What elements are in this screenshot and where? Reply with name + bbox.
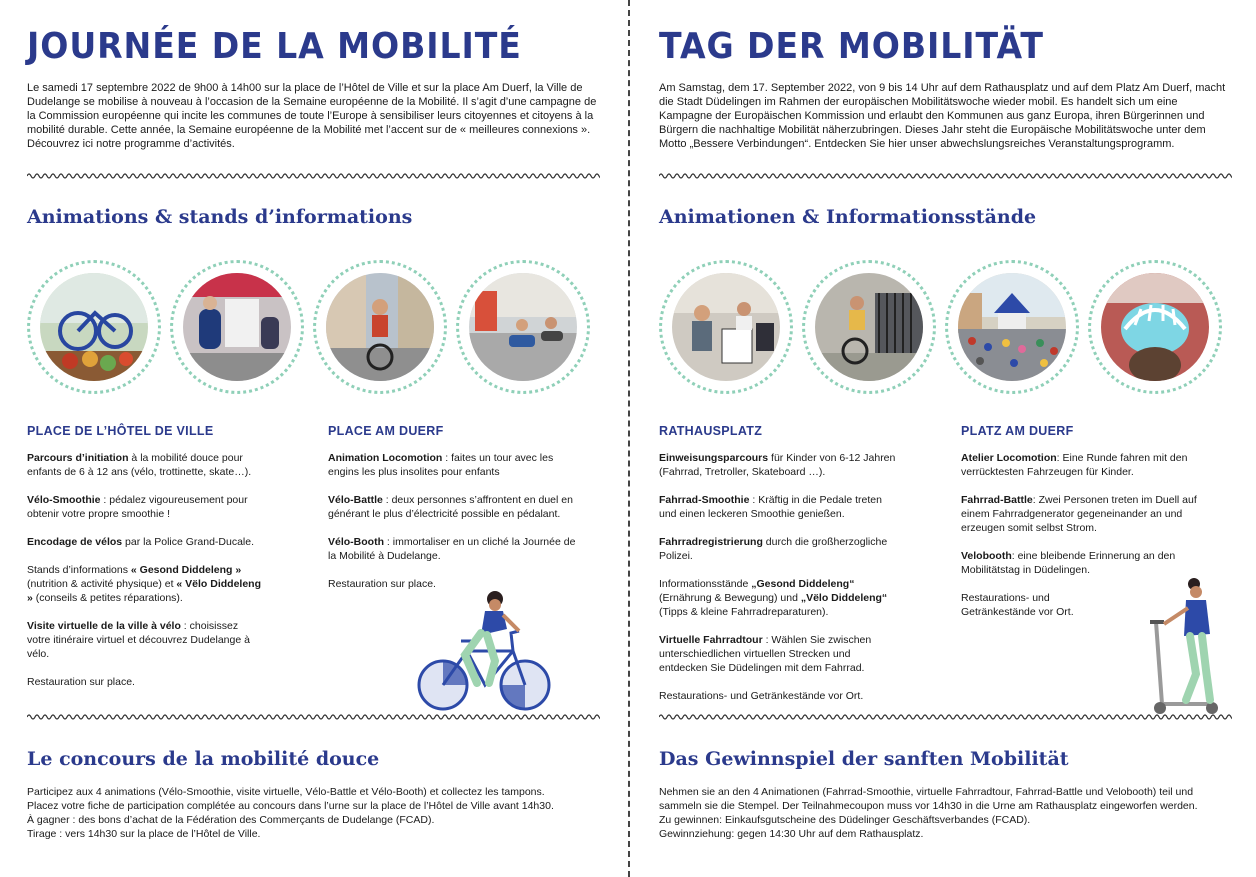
place2-title-fr: PLACE AM DUERF xyxy=(328,424,444,438)
text-line: Nehmen sie an den 4 Animationen (Fahrrad-Smoothie, virtuelle Fahrradtour, Fahrrad-Battle und Velobooth) teil und xyxy=(659,786,1194,798)
place1-title-de: RATHAUSPLATZ xyxy=(659,424,763,438)
wave-divider xyxy=(27,172,600,180)
intro-fr: Le samedi 17 septembre 2022 de 9h00 à 14h00 sur la place de l’Hôtel de Ville et sur la place Am Duerf, la Ville de Dudelange se mobilise à nouveau à l’occasion de la Semaine européenne de la Mobilité. Il s’agit d’une campagne de la Commission européenne qui incite les communes de toute l’Europe à sensibiliser leurs citoyennes et citoyens à la mobilité durable. Cette année, la Semaine européenne de la Mobilité met l’accent sur de « meilleures connexions ». Découvrez ici notre programme d’activités. xyxy=(27,82,597,150)
concours-text-de xyxy=(659,785,1239,841)
wave-divider xyxy=(659,172,1232,180)
list-item: Atelier Locomotion: Eine Runde fahren mit den verrücktesten Fahrzeugen für Kinder. xyxy=(961,452,1188,478)
list-item: Visite virtuelle de la ville à vélo : choisissez votre itinéraire virtuel et découvrez Dudelange à vélo. xyxy=(27,620,250,660)
list-item: Fahrrad-Battle: Zwei Personen treten im Duell auf einem Fahrradgenerator gegeneinander an und erzeugen somit selbst Strom. xyxy=(961,494,1197,534)
text-line: Gewinnziehung: gegen 14:30 Uhr auf dem Rathausplatz. xyxy=(659,828,924,840)
concours-title-de: Das Gewinnspiel der sanften Mobilität xyxy=(659,748,1069,770)
place2-title-de: PLATZ AM DUERF xyxy=(961,424,1074,438)
place1-title-fr: PLACE DE L’HÔTEL DE VILLE xyxy=(27,424,214,438)
photo-circle xyxy=(27,260,161,394)
photo-circle xyxy=(456,260,590,394)
list-item: Fahrrad-Smoothie : Kräftig in die Pedale treten und einen leckeren Smoothie genießen. xyxy=(659,494,882,520)
list-item: Vélo-Battle : deux personnes s’affrontent en duel en générant le plus d’électricité possible en pédalant. xyxy=(328,494,573,520)
text-line: À gagner : des bons d’achat de la Fédération des Commerçants de Dudelange (FCAD). xyxy=(27,814,435,826)
list-item: Vélo-Smoothie : pédalez vigoureusement pour obtenir votre propre smoothie ! xyxy=(27,494,248,520)
list-item: Fahrradregistrierung durch die großherzogliche Polizei. xyxy=(659,536,888,562)
photo-circle xyxy=(1088,260,1222,394)
kids-karts-photo xyxy=(469,273,577,381)
intro-de: Am Samstag, dem 17. September 2022, von 9 bis 14 Uhr auf dem Rathausplatz und auf dem Platz Am Duerf, macht die Stadt Düdelingen im Rahmen der europäischen Mobilitätswoche wieder mobil. Es handelt sich um eine Kampagne der Europäischen Kommission und erlaubt den Kommunen aus ganz Europa, ihren Bürgerinnen und Bürgern die nachhaltige Mobilität näherzubringen. Dieses Jahr steht die Europäische Mobilitätswoche unter dem Motto „Bessere Verbindungen“. Entdecken Sie hier unser abwechslungsreiches Veranstaltungsprogramm. xyxy=(659,82,1226,150)
booth-photo xyxy=(672,273,780,381)
scooter-illustration xyxy=(1140,578,1235,718)
child-helmet-photo xyxy=(1101,273,1209,381)
text-line: Participez aux 4 animations (Vélo-Smoothie, visite virtuelle, Vélo-Battle et Vélo-Booth) et collectez les tampons. xyxy=(27,786,545,798)
concours-text-fr xyxy=(27,785,607,841)
page-title-de: TAG DER MOBILITÄT xyxy=(659,26,1044,67)
child-cycling-photo xyxy=(326,273,434,381)
text-line: sammeln sie die Stempel. Der Teilnahmecoupon muss vor 14h30 in die Urne am Rathausplatz eingeworfen werden. xyxy=(659,800,1198,812)
list-item: Animation Locomotion : faites un tour avec les engins les plus insolites pour enfants xyxy=(328,452,554,478)
text-line: Tirage : vers 14h30 sur la place de l’Hôtel de Ville. xyxy=(27,828,261,840)
list-item: Restauration sur place. xyxy=(328,578,436,590)
police-bike-photo xyxy=(183,273,291,381)
photo-circle xyxy=(170,260,304,394)
wave-divider xyxy=(659,713,1232,721)
list-item: Encodage de vélos par la Police Grand-Ducale. xyxy=(27,536,255,548)
list-item: Virtuelle Fahrradtour : Wählen Sie zwischen unterschiedlichen virtuellen Strecken und entdecken Sie Düdelingen mit dem Fahrrad. xyxy=(659,634,872,674)
wave-divider xyxy=(27,713,600,721)
bike-smoothie-photo xyxy=(40,273,148,381)
german-column xyxy=(630,0,1256,877)
place1-list-de xyxy=(659,451,899,703)
photo-circle xyxy=(313,260,447,394)
text-line: Placez votre fiche de participation complétée au concours dans l’urne sur la place de l’Hôtel de Ville avant 14h30. xyxy=(27,800,554,812)
place1-list-fr xyxy=(27,451,262,689)
photo-circle xyxy=(659,260,793,394)
list-item: Velobooth: eine bleibende Erinnerung an den Mobilitätstag in Düdelingen. xyxy=(961,550,1176,576)
section-title-de: Animationen & Informationsstände xyxy=(659,206,1037,228)
concours-title-fr: Le concours de la mobilité douce xyxy=(27,748,380,770)
child-bike-photo xyxy=(815,273,923,381)
list-item: Restaurations- und Getränkestände vor Ort. xyxy=(659,690,864,702)
section-title-fr: Animations & stands d’informations xyxy=(27,206,413,228)
list-item: Stands d’informations « Gesond Diddeleng » (nutrition & activité physique) et « Vëlo Diddeleng » (conseils & petites réparations). xyxy=(27,564,262,604)
list-item: Vélo-Booth : immortaliser en un cliché la Journée de la Mobilité à Dudelange. xyxy=(328,536,576,562)
place2-list-fr xyxy=(328,451,583,591)
crowd-square-photo xyxy=(958,273,1066,381)
photo-circle xyxy=(802,260,936,394)
cyclist-illustration xyxy=(415,585,555,715)
text-line: Zu gewinnen: Einkaufsgutscheine des Düdelinger Geschäftsverbandes (FCAD). xyxy=(659,814,1031,826)
page-title-fr: JOURNÉE DE LA MOBILITÉ xyxy=(27,26,522,67)
list-item: Einweisungsparcours für Kinder von 6-12 Jahren (Fahrrad, Tretroller, Skateboard …). xyxy=(659,452,896,478)
list-item: Restaurations- und Getränkestände vor Ort. xyxy=(961,592,1074,618)
photo-circle xyxy=(945,260,1079,394)
list-item: Parcours d’initiation à la mobilité douce pour enfants de 6 à 12 ans (vélo, trottinette, skate…). xyxy=(27,452,252,478)
list-item: Restauration sur place. xyxy=(27,676,135,688)
list-item: Informationsstände „Gesond Diddeleng“ (Ernährung & Bewegung) und „Vëlo Diddeleng“ (Tipps & kleine Fahrradreparaturen). xyxy=(659,578,888,618)
